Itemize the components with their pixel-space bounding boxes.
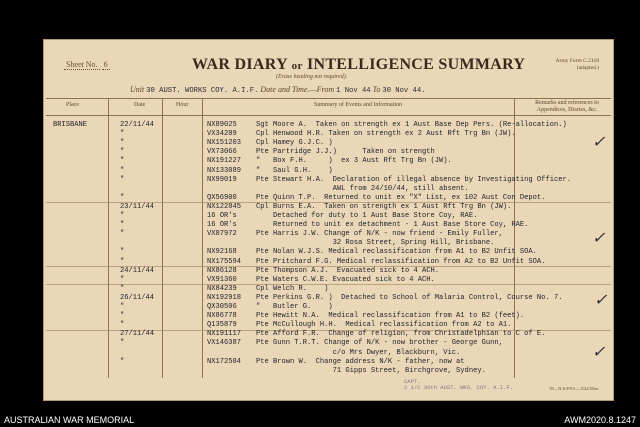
entry-date: " [120,321,125,330]
army-form-note: (adapted.) [576,65,599,71]
entry-text: Partridge J.J.) Taken on strength [273,148,435,157]
entry-date: " [120,139,125,148]
checkmark-icon: ✓ [592,344,606,361]
entry-text: Hewitt N.A. Medical reclassification from A1 to B2 (feet). [273,312,525,321]
entry-rank: Pte [256,257,269,266]
unit-label: Unit [130,85,145,94]
entry-text: AWL from 24/10/44, still absent. [273,184,469,193]
column-header-date: Date [134,102,146,108]
entry-num: NX84239 [207,284,237,293]
entry-date: " [120,357,125,366]
archive-caption: AUSTRALIAN WAR MEMORIAL [4,415,135,425]
entry-num: NX99019 [207,175,237,184]
entry-text: Detached for duty to 1 Aust Base Store Coy, RAE. [273,212,478,220]
entry-separator [46,284,611,285]
entry-rank: Sgt [256,121,269,129]
to-label: To [372,85,381,94]
entry-rank: Pte [256,357,269,366]
entry-rank: Cpl [256,202,269,211]
to-value: 30 Nov 44. [382,87,426,95]
signature-stamp [404,379,513,391]
entry-num: VX87972 [207,230,237,239]
entry-date: " [120,221,125,230]
entry-num: VX73066 [207,148,237,157]
entry-place: BRISBANE [53,121,88,129]
entry-rank: Pte [256,266,269,275]
column-header-place: Place [66,102,79,108]
column-divider [162,98,163,378]
entry-num: Q135879 [207,321,237,330]
entry-rank: Pte [256,293,269,302]
signature-unit: 2 i/c 30th AUST. WKS. COY. A.I.F. [404,384,513,391]
header-rule-top [46,98,611,99]
column-divider [108,98,109,378]
entry-text: Afford F.R. Change of religion, from Christadelphian to C of E. [273,330,546,339]
entry-date: " [120,212,125,220]
entry-date: " [120,303,125,311]
entry-num: NX151203 [207,139,242,148]
date-label: Date and Time.—From [260,85,335,94]
entry-date: " [120,284,125,293]
entry-text: Returned to unit ex detachment - 1 Aust Base Store Coy, RAE. [273,221,529,230]
entry-text: Waters C.W.E. Evacuated sick to 4 ACH. [273,275,435,284]
entry-rank: Cpl [256,284,269,293]
entry-text: Saul G.H. ) [273,166,333,175]
entry-num: NX133089 [207,166,242,175]
entry-num: QX56900 [207,193,237,202]
entry-text: c/o Mrs Dwyer, Blackburn, Vic. [273,348,461,357]
entry-text: McCullough H.H. Medical reclassification from A2 to A1. [273,321,512,330]
entry-date: " [120,312,125,321]
entry-date: " [120,257,125,266]
entry-num: NX175594 [207,257,242,266]
entry-text: 32 Rosa Street, Spring Hill, Brisbane. [273,239,495,248]
entry-text: Harris J.W. Change of N/K - now friend - Emily Fuller, [273,230,503,239]
entry-num: NX172584 [207,357,242,366]
entry-text: Henwood H.R. Taken on strength ex 2 Aust Rft Trg Bn (JW). [273,130,516,139]
entry-text: Quinn T.P. Returned to unit ex "X" List, ex 102 Aust Con Depot. [273,193,546,202]
entry-num: NX89025 [207,121,237,129]
entry-rank: Pte [256,230,269,239]
entry-rank: Pte [256,275,269,284]
checkmark-icon: ✓ [592,134,606,151]
entry-date: 24/11/44 [120,266,155,275]
title-intelligence-summary: INTELLIGENCE SUMMARY [306,56,526,73]
unit-value: 30 AUST. WORKS COY. A.I.F. [146,87,259,95]
entry-num: VX146387 [207,339,242,348]
entry-rank: Pte [256,330,269,339]
entry-num: VX91360 [207,275,237,284]
entry-rank: " [256,303,261,311]
sheet-number-value: 6 [103,60,108,69]
entry-date: " [120,148,125,157]
entry-rank: Pte [256,175,269,184]
entry-text: Nolan W.J.S. Medical reclassification from A1 to B2 Unfit SOA. [273,248,537,257]
entry-rank: Pte [256,339,269,348]
entry-num: NX86778 [207,312,237,321]
entry-num: NX192918 [207,293,242,302]
entry-date: " [120,339,125,348]
entry-text: Welch R. ) [273,284,329,293]
entry-num: NX92168 [207,248,237,257]
entry-date: " [120,248,125,257]
entry-date: " [120,166,125,175]
sheet-number-label: Sheet No. [66,60,98,69]
entry-num: VX34289 [207,130,237,139]
entry-text: Stewart H.A. Declaration of illegal absence by Investigating Officer. [273,175,571,184]
entry-num: NX191117 [207,330,242,339]
entry-num: QX30506 [207,303,237,311]
column-divider [202,98,203,378]
signature-rank: CAPT. [404,378,421,385]
entry-rank: Pte [256,312,269,321]
entry-text: Gunn T.R.T. Change of N/K - now brother - George Gunn, [273,339,503,348]
entry-rank: " [256,157,261,166]
column-header-hour: Hour [176,102,189,108]
entry-text: Hamey G.J.C. ) [273,139,333,148]
checkmark-icon: ✓ [592,230,606,247]
header-rule-bottom [46,115,611,116]
entry-rank: Pte [256,148,269,157]
entry-rank: Cpl [256,139,269,148]
archive-reference: AWM2020.8.1247 [564,415,636,425]
entry-rank: Pte [256,321,269,330]
entry-date: " [120,157,125,166]
diary-sheet [43,39,614,401]
entry-text: Butler G. ) [273,303,333,311]
army-form-label [556,58,599,72]
title-or: or [291,60,303,72]
printer-mark: 39—N.S.P.P.S.—5/42/50m. [549,386,599,391]
entry-date: 26/11/44 [120,293,155,302]
entry-text: Perkins G.R. ) Detached to School of Malaria Control, Course No. 7. [273,293,563,302]
entry-date: " [120,230,125,239]
entry-text: Box F.H. ) ex 3 Aust Rft Trg Bn (JW). [273,157,452,166]
army-form-number: Army Form C.2118 [555,58,599,64]
entry-text: 71 Gipps Street, Birchgrove, Sydney. [273,366,486,375]
entry-rank: " [256,166,261,175]
subtitle: (Erase heading not required). [276,74,348,80]
entry-date: 23/11/44 [120,202,155,211]
sheet-number [64,60,110,69]
entry-num: NX122845 [207,202,242,211]
page-title [192,56,525,74]
column-header-remarks: Remarks and references to Appendices, Diaries, &c. [535,100,599,113]
entry-date: 27/11/44 [120,330,155,339]
title-war-diary: WAR DIARY [192,56,288,73]
entry-text: Thompson A.J. Evacuated sick to 4 ACH. [273,266,440,275]
entry-date: " [120,130,125,139]
entry-date: " [120,193,125,202]
entry-num: NX86128 [207,266,237,275]
checkmark-icon: ✓ [594,292,608,309]
from-value: 1 Nov 44 [336,87,371,95]
column-header-summary: Summary of Events and Information [314,102,402,108]
entry-text: Moore A. Taken on strength ex 1 Aust Base Dep Pers. (Re-allocation.) [273,121,567,129]
entry-rank: Cpl [256,130,269,139]
entry-text: Burns E.A. Taken on strength ex 1 Aust Rft Trg Bn (JW). [273,202,512,211]
entry-num: 16 OR's [207,212,237,220]
entry-date: " [120,175,125,184]
entry-date: 22/11/44 [120,121,155,129]
entry-rank: Pte [256,193,269,202]
entry-date: " [120,275,125,284]
entry-rank: Pte [256,248,269,257]
entry-num: NX191227 [207,157,242,166]
entry-num: 16 OR's [207,221,237,230]
unit-line [130,85,425,95]
entry-text: Pritchard F.G. Medical reclassification from A2 to B2 Unfit SOA. [273,257,546,266]
entry-text: Brown W. Change address N/K - father, now at [273,357,465,366]
